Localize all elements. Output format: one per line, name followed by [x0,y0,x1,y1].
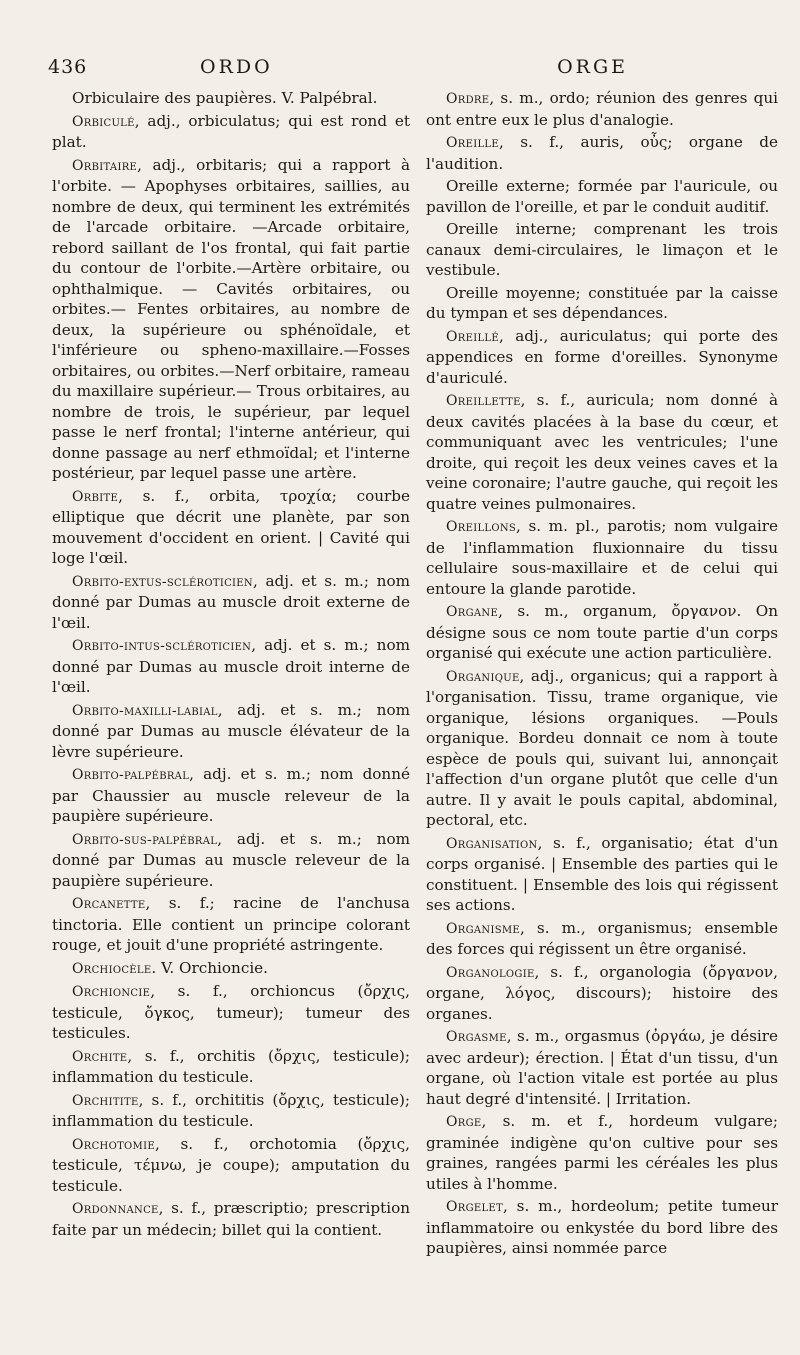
entry-text: , adj. et s. m.; nom donné par Dumas au muscle droit externe de l'œil. [52,571,410,632]
entry-text: Oreille interne; comprenant les trois canaux demi-circulaires, le limaçon et le vestibule. [426,220,778,279]
entry-headword: Oreille [446,135,499,151]
entry-text: , adj. et s. m.; nom donné par Chaussier au muscle releveur de la paupière supérieure. [52,765,410,825]
right-column [426,88,778,1261]
entry-text: , adj., auriculatus; qui porte des appendices en forme d'oreilles. Synonyme d'auriculé. [426,326,778,387]
dictionary-entry [426,1111,778,1194]
entry-headword: Ordonnance [72,1201,159,1217]
entry-text: , adj., organicus; qui a rapport à l'organisation. Tissu, trame organique, vie organique, lésions organiques. —Pouls organique. Bordeu donnait ce nom à toute espèce de pouls qui, suivant lui, annonçait l'affection d'un organe plutôt que celle d'un autre. Il y avait le pouls capital, abdominal, pectoral, etc. [426,666,778,829]
entry-text: , s. f., auricula; nom donné à deux cavités placées à la base du cœur, et communiquant avec les ventricules; l'une droite, qui reçoit les deux veines caves et la veine coronaire; l'autre gauche, qui reçoit les quatre veines pulmonaires. [426,391,778,513]
running-header [48,56,778,86]
dictionary-entry [52,829,410,892]
dictionary-entry [52,893,410,956]
entry-text: , s. m., orgasmus (ὀργάω, je désire avec ardeur); érection. | État d'un tissu, d'un organe, où l'action vitale est portée au plus haut degré d'intensité. | Irritation. [426,1027,778,1108]
entry-text: , s. f., præscriptio; prescription faite par un médecin; billet qui la contient. [52,1199,410,1239]
entry-text: , adj., orbitaris; qui a rapport à l'orbite. — Apophyses orbitaires, saillies, au nombre de deux, qui terminent les extrémités de l'arcade orbitaire. —Arcade orbitaire, rebord saillant de l'os frontal, qui fait partie du contour de l'orbite.—Artère orbitaire, ou ophthalmique. — Cavités orbitaires, ou orbites.— Fentes orbitaires, au nombre de deux, la supérieure ou sphénoïdale, et l'inférieure ou spheno-maxillaire.—Fosses orbitaires, ou orbites.—Nerf orbitaire, rameau du maxillaire supérieur.— Trous orbitaires, au nombre de trois, le supérieur, par lequel passe le nerf frontal; l'interne antérieur, qui donne passage au nerf ethmoïdal; et l'interne postérieur, par lequel passe une artère. [52,155,410,482]
dictionary-entry [426,132,778,174]
dictionary-entry [52,88,410,109]
dictionary-entry [426,666,778,831]
entry-headword: Orbito-maxilli-labial [72,702,218,719]
entry-headword: Orbito-sus-palpébral [72,831,218,848]
dictionary-entry [426,390,778,514]
entry-headword: Organisme [446,920,521,937]
dictionary-entry [426,176,778,217]
entry-text: , adj. et s. m.; nom donné par Dumas au muscle élévateur de la lèvre supérieure. [52,700,410,761]
dictionary-entry [52,571,410,634]
header-left-word: ORDO [200,56,273,78]
entry-headword: Oreillons [446,519,517,535]
entry-headword: Orge [446,1114,482,1130]
entry-headword: Organisation [446,835,538,852]
dictionary-entry [52,1198,410,1240]
entry-headword: Orbito-palpébral [72,767,190,783]
page-number: 436 [48,56,88,78]
dictionary-entry [52,1046,410,1088]
entry-headword: Organe [446,604,499,620]
dictionary-entry [426,1026,778,1109]
entry-headword: Orbite [72,488,119,505]
entry-text: , s. m. pl., parotis; nom vulgaire de l'inflammation fluxionnaire du tissu cellulaire sous-maxillaire et de celui qui entoure la glande parotide. [426,517,778,598]
entry-text: , s. f., orchitis (ὄρχις, testicule); inflammation du testicule. [52,1046,410,1086]
entry-headword: Organique [446,668,520,685]
entry-text: , adj. et s. m.; nom donné par Dumas au muscle releveur de la paupière supérieure. [52,829,410,890]
entry-text: , s. f., orbita, τροχία; courbe elliptique que décrit une planète, par son mouvement d'occident en orient. | Cavité qui loge l'œil. [52,486,410,567]
entry-text: , s. f., auris, οὖς; organe de l'audition. [426,133,778,173]
dictionary-entry [426,326,778,389]
entry-headword: Orchite [72,1048,128,1065]
entry-headword: Orcanette [72,896,146,912]
entry-headword: Orgelet [446,1199,504,1215]
entry-headword: Orbito-intus-scléroticien [72,638,252,654]
dictionary-entry [426,962,778,1025]
entry-text: , s. f., organisatio; état d'un corps organisé. | Ensemble des parties qui le constituent. | Ensemble des lois qui régissent ses actions. [426,833,778,914]
dictionary-entry [426,601,778,664]
entry-headword: Orbiculé [72,113,135,130]
entry-headword: Orchioncie [72,984,151,1000]
entry-text: , s. m., organismus; ensemble des forces qui régissent un être organisé. [426,918,778,958]
entry-headword: Orchiocèle [72,960,152,977]
entry-headword: Orbito-extus-scléroticien [72,573,253,590]
entry-text: , s. m., hordeolum; petite tumeur inflammatoire ou enkystée du bord libre des paupières, ainsi nommée parce [426,1197,778,1257]
dictionary-entry [52,635,410,698]
dictionary-entry [52,1090,410,1132]
entry-text: , s. m., organum, ὄργανον. On désigne sous ce nom toute partie d'un corps organisé qui exécute une action particulière. [426,602,778,662]
entry-text: , s. f.; racine de l'anchusa tinctoria. Elle contient un principe colorant rouge, et jouit d'une propriété astringente. [52,894,410,954]
entry-headword: Orchotomie [72,1136,155,1153]
dictionary-entry [426,283,778,324]
dictionary-entry [426,833,778,916]
dictionary-entry [52,958,410,980]
entry-headword: Organologie [446,964,535,981]
entry-text: Oreille moyenne; constituée par la caisse du tympan et ses dépendances. [426,283,778,322]
dictionary-entry [52,700,410,763]
entry-text: , s. f., organologia (ὄργανον, organe, λόγος, discours); histoire des organes. [426,962,778,1023]
dictionary-entry [426,88,778,130]
entry-text: , adj. et s. m.; nom donné par Dumas au muscle droit interne de l'œil. [52,636,410,696]
entry-text: Orbiculaire des paupières. V. Palpébral. [72,89,378,107]
dictionary-entry [52,981,410,1044]
dictionary-entry [52,111,410,153]
dictionary-entry [52,764,410,827]
left-column [52,88,410,1242]
dictionary-entry [426,918,778,960]
entry-headword: Oreillette [446,393,521,409]
entry-headword: Orchitite [72,1092,139,1109]
dictionary-entry [52,155,410,484]
dictionary-entry [426,1196,778,1259]
dictionary-entry [52,486,410,569]
entry-text: , s. f., orchotomia (ὄρχις, testicule, τέμνω, je coupe); amputation du testicule. [52,1134,410,1195]
entry-headword: Orgasme [446,1029,507,1045]
entry-text: . V. Orchioncie. [151,958,269,977]
entry-headword: Oreillé [446,328,499,345]
entry-text: , adj., orbiculatus; qui est rond et plat. [52,111,410,151]
entry-text: , s. f., orchititis (ὄρχις, testicule); inflammation du testicule. [52,1090,410,1130]
header-right-word: ORGE [557,56,628,78]
dictionary-entry [52,1134,410,1197]
entry-text: Oreille externe; formée par l'auricule, ou pavillon de l'oreille, et par le conduit auditif. [426,177,778,216]
entry-text: , s. m. et f., hordeum vulgare; graminée indigène qu'on cultive pour ses graines, rangées parmi les céréales les plus utiles à l'homme. [426,1112,778,1193]
entry-headword: Orbitaire [72,157,138,174]
entry-headword: Ordre [446,91,490,107]
dictionary-entry [426,219,778,281]
entry-text: , s. m., ordo; réunion des genres qui ont entre eux le plus d'analogie. [426,89,778,129]
entry-text: , s. f., orchioncus (ὄρχις, testicule, ὄγκος, tumeur); tumeur des testicules. [52,982,410,1042]
dictionary-entry [426,516,778,599]
